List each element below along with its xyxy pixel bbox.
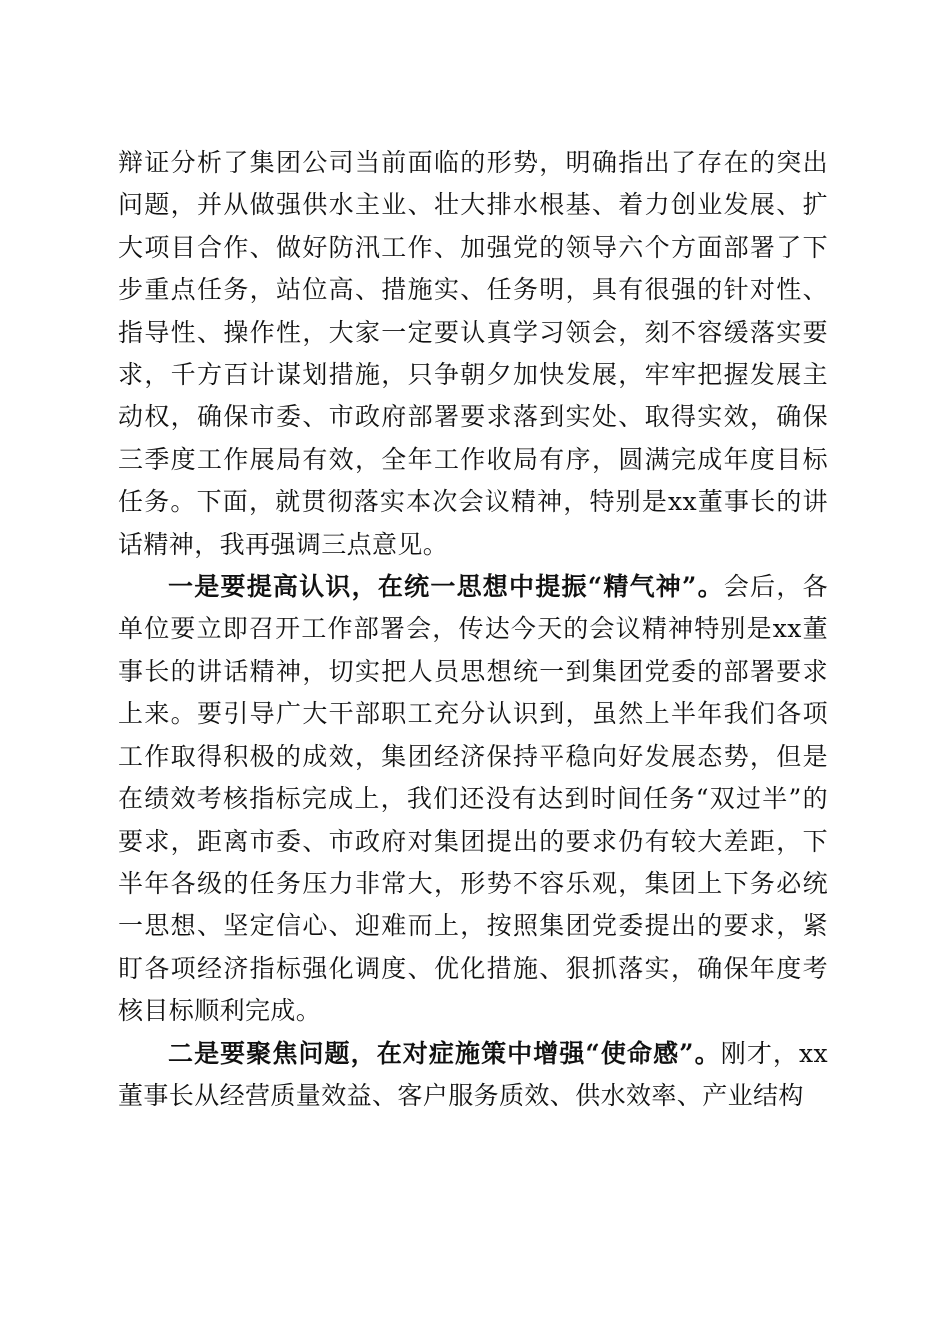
paragraph-text: 刚才，xx董事长从经营质量效益、客户服务质效、供水效率、产业结构 — [118, 1038, 829, 1110]
paragraph-continuation — [118, 142, 828, 566]
paragraph-point-two — [118, 1033, 828, 1118]
document-body — [118, 142, 828, 1117]
paragraph-text: 辩证分析了集团公司当前面临的形势，明确指出了存在的突出问题，并从做强供水主业、壮大排水根基、着力创业发展、扩大项目合作、做好防汛工作、加强党的领导六个方面部署了下步重点任务，站位高、措施实、任务明，具有很强的针对性、指导性、操作性，大家一定要认真学习领会，刻不容缓落实要求，千方百计谋划措施，只争朝夕加快发展，牢牢把握发展主动权，确保市委、市政府部署要求落到实处、取得实效，确保三季度工作展局有效，全年工作收局有序，圆满完成年度目标任务。下面，就贯彻落实本次会议精神，特别是xx董事长的讲话精神，我再强调三点意见。 — [118, 148, 828, 559]
paragraph-point-one — [118, 566, 828, 1032]
paragraph-lead: 二是要聚焦问题，在对症施策中增强“使命感”。 — [168, 1038, 721, 1068]
paragraph-lead: 一是要提高认识，在统一思想中提振“精气神”。 — [168, 572, 724, 602]
paragraph-text: 会后，各单位要立即召开工作部署会，传达今天的会议精神特别是xx董事长的讲话精神，切实把人员思想统一到集团党委的部署要求上来。要引导广大干部职工充分认识到，虽然上半年我们各项工作取得积极的成效，集团经济保持平稳向好发展态势，但是在绩效考核指标完成上，我们还没有达到时间任务“双过半”的要求，距离市委、市政府对集团提出的要求仍有较大差距，下半年各级的任务压力非常大，形势不容乐观，集团上下务必统一思想、坚定信心、迎难而上，按照集团党委提出的要求，紧盯各项经济指标强化调度、优化措施、狠抓落实，确保年度考核目标顺利完成。 — [118, 572, 828, 1026]
